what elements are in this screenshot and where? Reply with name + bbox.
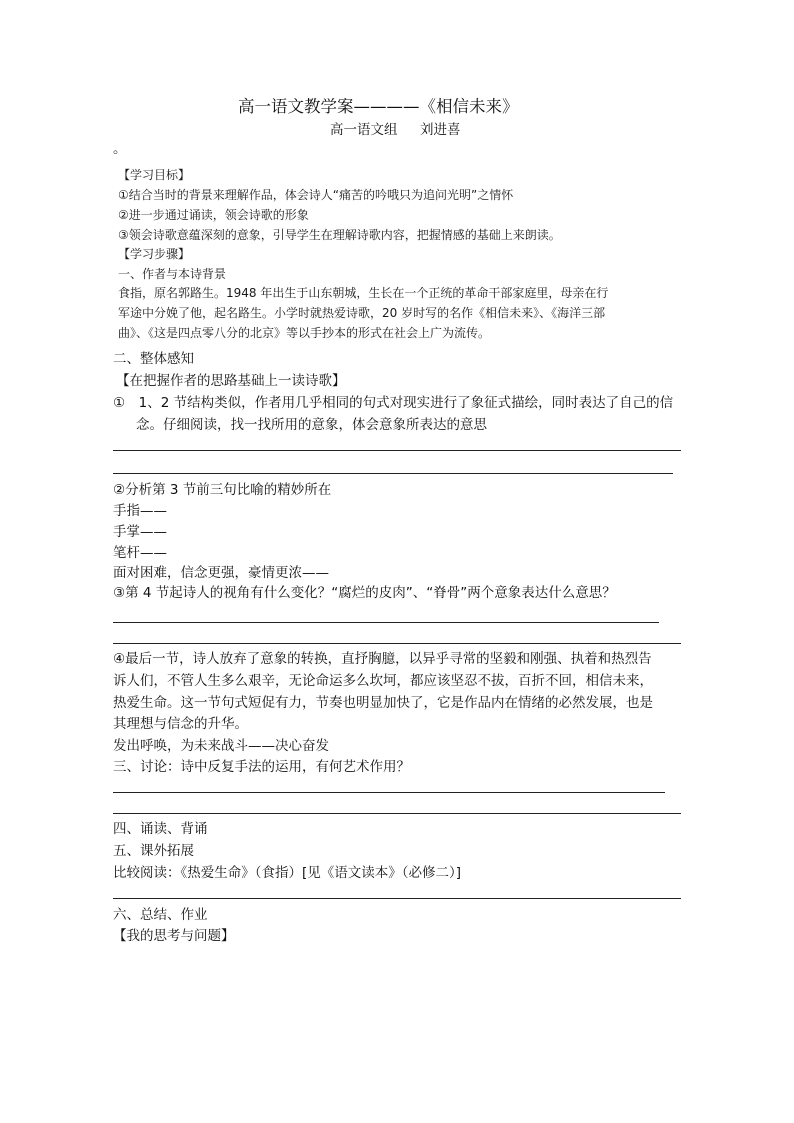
call-to-action: 发出呼唤，为未来战斗——决心奋发 [113, 738, 329, 754]
metaphor-item-1: 手指—— [113, 503, 167, 519]
goals-heading: 【学习目标】 [118, 168, 191, 182]
metaphor-item-4: 面对困难，信念更强，豪情更浓—— [113, 565, 329, 581]
bio-line-2: 军途中分娩了他，起名路生。小学时就热爱诗歌，20 岁时写的名作《相信未来》、《海洋三部 [118, 306, 606, 320]
answer-line [113, 643, 681, 644]
section-4-heading: 四、诵读、背诵 [113, 821, 208, 837]
question-4-line-1: ④最后一节，诗人放弃了意象的转换，直抒胸臆，以异乎寻常的坚毅和刚强、执着和热烈告 [113, 651, 652, 667]
section-2-tip: 【在把握作者的思路基础上一读诗歌】 [116, 373, 346, 389]
answer-line [113, 898, 681, 899]
author-name: 刘进喜 [420, 122, 461, 138]
question-1-line-1: ① 1、2 节结构类似，作者用几乎相同的句式对现实进行了象征式描绘，同时表达了自己的信 [113, 395, 674, 411]
question-4-line-3: 热爱生命。这一节句式短促有力，节奏也明显加快了，它是作品内在情绪的必然发展，也是 [113, 695, 653, 711]
goal-item-2: ②进一步通过诵读，领会诗歌的形象 [118, 208, 309, 222]
question-1-line-2: 念。仔细阅读，找一找所用的意象，体会意象所表达的意思 [136, 417, 487, 433]
question-2: ②分析第 3 节前三句比喻的精妙所在 [113, 482, 332, 498]
steps-heading: 【学习步骤】 [118, 247, 191, 261]
comparison-reading: 比较阅读：《热爱生命》（食指）[见《语文读本》（必修二）] [113, 865, 462, 881]
group-name: 高一语文组 [330, 122, 398, 138]
answer-line [113, 622, 659, 623]
stray-mark: 。 [113, 141, 127, 157]
question-3: ③第 4 节起诗人的视角有什么变化？“腐烂的皮肉”、“脊骨”两个意象表达什么意思？ [113, 585, 616, 601]
metaphor-item-2: 手掌—— [113, 524, 167, 540]
section-6-heading: 六、总结、作业 [113, 907, 208, 923]
section-5-heading: 五、课外拓展 [113, 843, 194, 859]
section-2-heading: 二、整体感知 [113, 351, 194, 367]
answer-line [113, 450, 681, 451]
goal-item-1: ①结合当时的背景来理解作品，体会诗人“痛苦的吟哦只为追问光明”之情怀 [118, 188, 514, 202]
question-4-line-2: 诉人们，不管人生多么艰辛，无论命运多么坎坷，都应该坚忍不拔，百折不回，相信未来， [113, 673, 653, 689]
section-3-heading: 三、讨论：诗中反复手法的运用，有何艺术作用？ [113, 759, 410, 775]
page-title: 高一语文教学案————《相信未来》 [238, 97, 519, 116]
goal-item-3: ③领会诗歌意蕴深刻的意象，引导学生在理解诗歌内容，把握情感的基础上来朗读。 [118, 228, 561, 242]
metaphor-item-3: 笔杆—— [113, 545, 167, 561]
bio-line-1: 食指，原名郭路生。1948 年出生于山东朝城，生长在一个正统的革命干部家庭里，母亲在行 [118, 286, 609, 300]
bio-line-3: 曲》、《这是四点零八分的北京》等以手抄本的形式在社会上广为流传。 [118, 326, 491, 340]
step1-heading: 一、作者与本诗背景 [118, 267, 227, 281]
answer-line [113, 792, 665, 793]
question-4-line-4: 其理想与信念的升华。 [113, 716, 248, 732]
answer-line [113, 813, 681, 814]
answer-line [113, 473, 673, 474]
reflection-heading: 【我的思考与问题】 [113, 928, 235, 944]
